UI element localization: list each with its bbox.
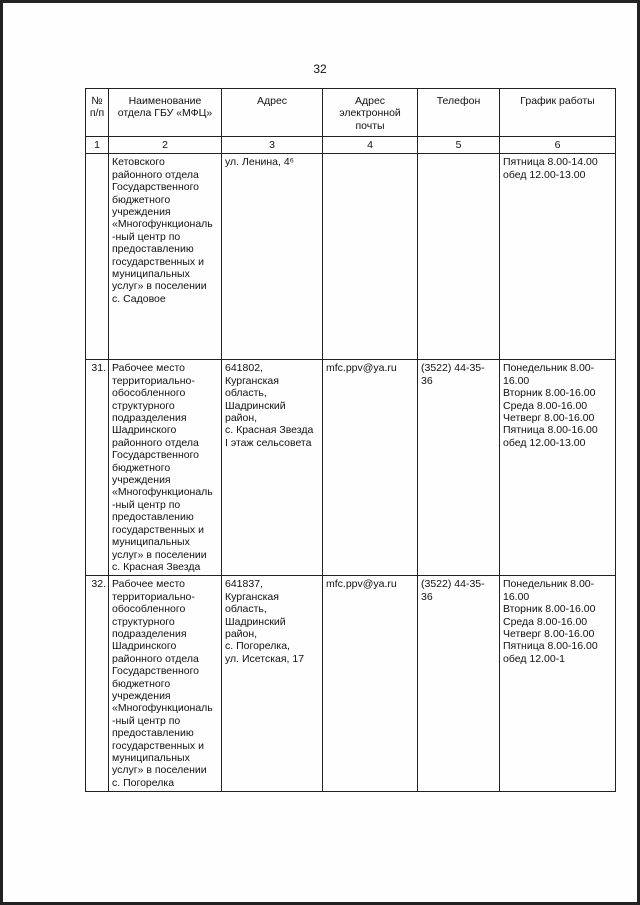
office-email: mfc.ppv@ya.ru: [323, 576, 418, 792]
row-number: 32.: [86, 576, 109, 792]
office-address: 641802, Курганская область, Шадринский район, с. Красная Звезда I этаж сельсовета: [222, 360, 323, 576]
table-row: [86, 360, 616, 576]
scan-border-left: [0, 0, 3, 905]
office-schedule: Пятница 8.00-14.00 обед 12.00-13.00: [500, 154, 616, 360]
office-phone: (3522) 44-35- 36: [418, 576, 500, 792]
office-phone: [418, 154, 500, 360]
column-number: 4: [323, 137, 418, 154]
office-schedule: Понедельник 8.00- 16.00 Вторник 8.00-16.00 Среда 8.00-16.00 Четверг 8.00-16.00 Пятница 8.00-16.00 обед 12.00-1: [500, 576, 616, 792]
header-schedule: График работы: [500, 89, 616, 137]
column-number: 1: [86, 137, 109, 154]
column-number: 3: [222, 137, 323, 154]
office-name: Рабочее место территориально- обособленного структурного подразделения Шадринского районного отдела Государственного бюджетного учреждения «Многофункциональ -ный центр по предоставлению государственных и муниципальных услуг» в поселении с. Красная Звезда: [109, 360, 222, 576]
office-address: 641837, Курганская область, Шадринский район, с. Погорелка, ул. Исетская, 17: [222, 576, 323, 792]
header-name: Наименование отдела ГБУ «МФЦ»: [109, 89, 222, 137]
column-number: 6: [500, 137, 616, 154]
office-email: [323, 154, 418, 360]
page-number: 32: [313, 62, 327, 76]
table-row: [86, 576, 616, 792]
mfc-offices-table: [85, 88, 616, 792]
office-schedule: Понедельник 8.00- 16.00 Вторник 8.00-16.00 Среда 8.00-16.00 Четверг 8.00-16.00 Пятница 8.00-16.00 обед 12.00-13.00: [500, 360, 616, 576]
table-row: [86, 154, 616, 360]
office-phone: (3522) 44-35- 36: [418, 360, 500, 576]
office-email: mfc.ppv@ya.ru: [323, 360, 418, 576]
header-phone: Телефон: [418, 89, 500, 137]
office-name: Кетовского районного отдела Государственного бюджетного учреждения «Многофункциональ -ный центр по предоставлению государственных и муниципальных услуг» в поселении с. Садовое: [109, 154, 222, 360]
header-address: Адрес: [222, 89, 323, 137]
header-row: [86, 89, 616, 137]
scan-border-top: [0, 0, 640, 3]
column-number-row: [86, 137, 616, 154]
column-number: 5: [418, 137, 500, 154]
column-number: 2: [109, 137, 222, 154]
office-address: ул. Ленина, 4⁶: [222, 154, 323, 360]
office-name: Рабочее место территориально- обособленного структурного подразделения Шадринского районного отдела Государственного бюджетного учреждения «Многофункциональ -ный центр по предоставлению государственных и муниципальных услуг» в поселении с. Погорелка: [109, 576, 222, 792]
row-number: [86, 154, 109, 360]
header-email: Адрес электронной почты: [323, 89, 418, 137]
header-no: № п/п: [86, 89, 109, 137]
row-number: 31.: [86, 360, 109, 576]
